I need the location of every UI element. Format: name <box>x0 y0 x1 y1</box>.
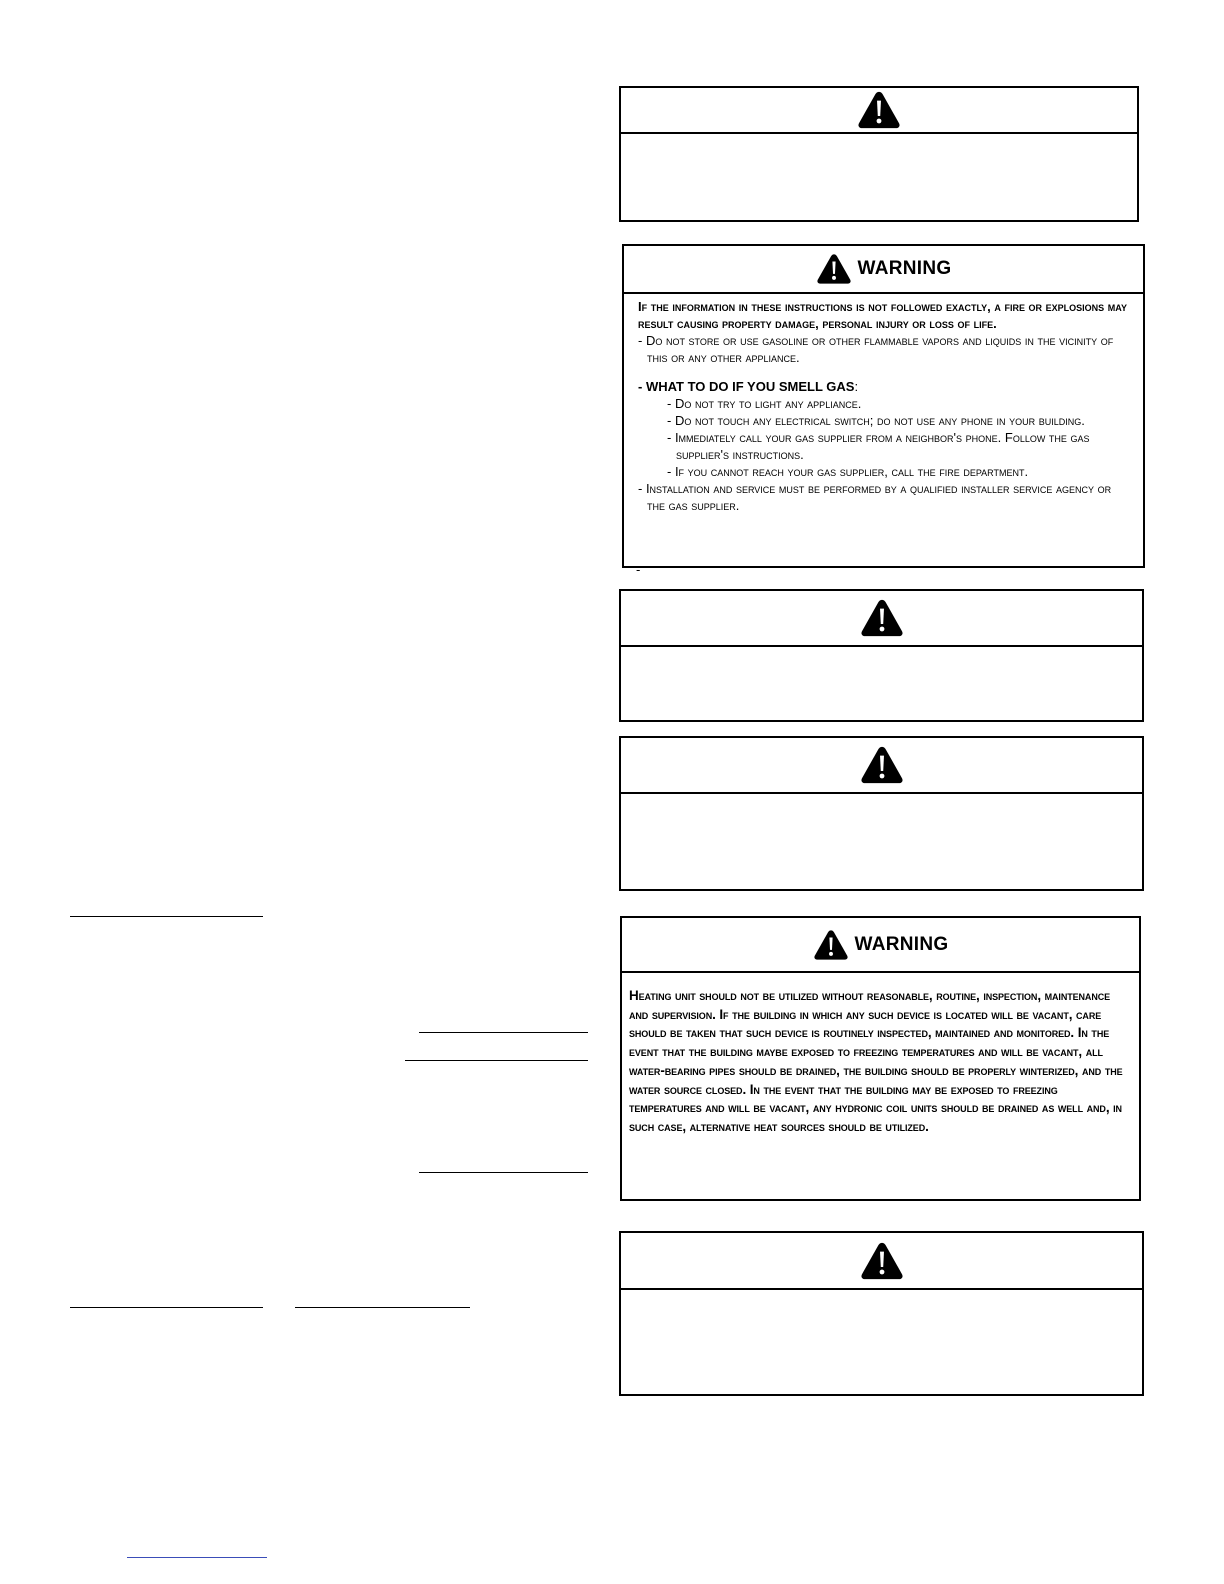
underline-rule <box>70 916 263 917</box>
caution-box-header <box>621 1233 1142 1290</box>
caution-box-4 <box>619 1231 1144 1396</box>
caution-box-1 <box>619 86 1139 222</box>
warning-list-item <box>648 463 1129 480</box>
warning-paragraph: Heating unit should not be utilized without reasonable, routine, inspection, maintenance and supervision. If the building in which any such device is located will be vacant, care should be taken that such device is routinely inspected, maintained and monitored. In the event that the building maybe exposed to freezing temperatures and will be vacant, all water-bearing pipes should be drained, the building should be properly winterized, and the water source closed. In the event that the building may be exposed to freezing temperatures and will be vacant, any hydronic coil units should be drained as well and, in such case, alternative heat sources should be utilized. <box>629 988 1123 1134</box>
warning-box-header <box>622 918 1139 973</box>
warning-box-gas <box>622 244 1145 568</box>
warning-triangle-icon <box>860 745 904 785</box>
warning-list-item <box>638 332 1129 366</box>
warning-box-heating <box>620 916 1141 1201</box>
caution-box-header <box>621 738 1142 794</box>
warning-list-item <box>648 395 1129 412</box>
caution-box-3 <box>619 736 1144 891</box>
warning-list-item <box>638 378 1129 395</box>
warning-text <box>622 973 1139 1199</box>
trailing-dash: - <box>636 562 641 577</box>
warning-list-item-text: - If you cannot reach your gas supplier, call the fire department. <box>667 464 1029 479</box>
warning-triangle-icon <box>860 1241 904 1281</box>
warning-triangle-icon <box>857 90 901 130</box>
warning-text <box>624 294 1143 566</box>
caution-box-header <box>621 591 1142 647</box>
warning-triangle-icon <box>813 929 849 961</box>
warning-list-item <box>638 480 1129 514</box>
warning-list-item-text: - Immediately call your gas supplier from a neighbor's phone. Follow the gas supplier's instructions. <box>667 430 1090 462</box>
warning-label: WARNING <box>857 258 952 279</box>
link-underline-rule <box>127 1557 267 1558</box>
warning-list-item-text: - Do not touch any electrical switch; do not use any phone in your building. <box>667 413 1085 428</box>
warning-triangle-icon <box>816 253 852 285</box>
warning-list-item-text: : <box>854 379 859 394</box>
spacer <box>638 366 1129 378</box>
warning-box-header <box>624 246 1143 294</box>
warning-list-item <box>648 429 1129 463</box>
warning-list-item-text: If the information in these instructions is not followed exactly, a fire or explosions may result causing property damage, personal injury or loss of life. <box>638 299 1127 331</box>
underline-rule <box>295 1307 470 1308</box>
warning-list-item <box>648 412 1129 429</box>
warning-list-item-text: - Do not store or use gasoline or other flammable vapors and liquids in the vicinity of this or any other appliance. <box>638 333 1114 365</box>
underline-rule <box>419 1172 588 1173</box>
caution-box-header <box>621 88 1137 134</box>
underline-rule <box>419 1032 588 1033</box>
warning-triangle-icon <box>860 598 904 638</box>
warning-intro <box>638 298 1129 332</box>
warning-list-item-text: - Do not try to light any appliance. <box>667 396 862 411</box>
warning-list-item-text: - Installation and service must be performed by a qualified installer service agency or the gas supplier. <box>638 481 1112 513</box>
caution-box-2 <box>619 589 1144 722</box>
underline-rule <box>405 1060 588 1061</box>
underline-rule <box>70 1307 263 1308</box>
warning-list-item-heading: - WHAT TO DO IF YOU SMELL GAS <box>638 379 855 394</box>
warning-label: WARNING <box>854 933 949 955</box>
